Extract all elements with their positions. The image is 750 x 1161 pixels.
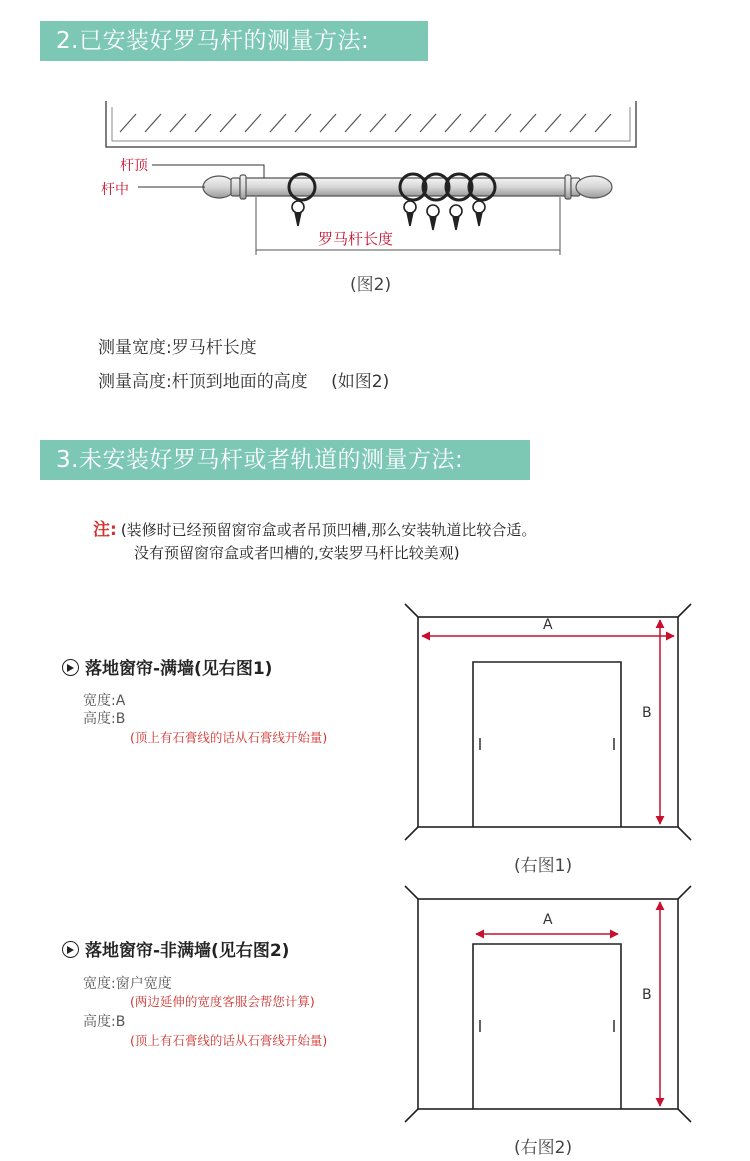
rod-middle-label: 杆中 <box>101 182 129 198</box>
room-diagram-1 <box>405 604 691 840</box>
rod-length-label: 罗马杆长度 <box>318 230 394 248</box>
fig2-label-a: A <box>543 912 553 928</box>
case2-width: 宽度:窗户宽度 <box>83 976 172 992</box>
note-label: 注: <box>93 520 117 540</box>
section2-title: 2.已安装好罗马杆的测量方法: <box>40 21 428 61</box>
case1-width: 宽度:A <box>83 693 126 709</box>
case1-height-note: (顶上有石膏线的话从石膏线开始量) <box>130 730 328 745</box>
case2-title-text: 落地窗帘-非满墙(见右图2) <box>85 941 290 961</box>
case2-height: 高度:B <box>83 1014 126 1030</box>
measure-height-ref: (如图2) <box>331 372 390 392</box>
fig2-label-b: B <box>642 987 652 1003</box>
fig1-label-b: B <box>642 705 652 721</box>
measure-height-main: 测量高度:杆顶到地面的高度 <box>98 372 308 392</box>
rod-top-label: 杆顶 <box>120 158 148 174</box>
figure2-caption: (图2) <box>350 275 392 295</box>
figure2-right-caption: (右图2) <box>514 1138 573 1158</box>
case1-title-text: 落地窗帘-满墙(见右图1) <box>85 659 273 679</box>
figure1-caption: (右图1) <box>514 856 573 876</box>
case1-height: 高度:B <box>83 711 126 727</box>
note-text-1: (装修时已经预留窗帘盒或者吊顶凹槽,那么安装轨道比较合适。 <box>120 521 537 539</box>
note-line-2: 没有预留窗帘盒或者凹槽的,安装罗马杆比较美观) <box>134 544 460 562</box>
case2-width-note: (两边延伸的宽度客服会帮您计算) <box>130 994 315 1009</box>
section3-title: 3.未安装好罗马杆或者轨道的测量方法: <box>40 440 530 480</box>
measure-width-text: 测量宽度:罗马杆长度 <box>98 338 257 358</box>
fig1-label-a: A <box>543 617 553 633</box>
case2-height-note: (顶上有石膏线的话从石膏线开始量) <box>130 1033 328 1048</box>
